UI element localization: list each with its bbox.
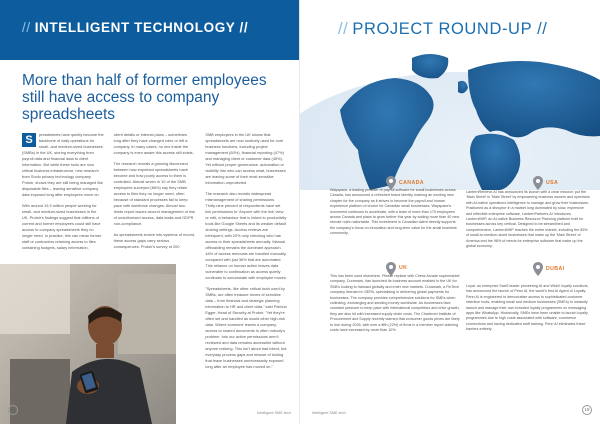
- person-with-phone-photo: [0, 264, 176, 424]
- region-text-uk: This has been used elsewhere. Please replace with Chess Arcade supermarket company, Curamark, has launched its business account enabled in the UK for SMEs looking to transact globally and enter new markets. Curamark, a FinTech company licensed in SEPA, specialising in delivering global payments for businesses. The company provides comprehensive solutions for SMEs when collecting, exchanging and sending money worldwide. As businesses face constant pressure to keep pace with international competitors and drive growth, they are also hit with increased supply chain costs. The Chartered Institute of Procurement and Supply recently warned that consumer goods prices are likely to rise during 2026, with over a fifth (22%) of firms in a member report claiming costs have increased by more than 10%.: [330, 274, 460, 333]
- page-number: 18: [8, 405, 18, 415]
- paragraph: preadsheets have quietly become the backbone of daily operations for small- and medium-sized businesses (SMBs) in the UK, storing everything from payroll data and financial data to client information. But while these tools are now critical business infrastructure, new research from Sonio privacy technology company Protoir, shows they are still being managed like disposable files – leaving sensitive company data exposed long after employees move on.: [22, 132, 104, 197]
- region-name-canada: CANADA: [399, 180, 424, 186]
- page-footer-left: [8, 405, 18, 415]
- paragraph: With around 15.9 million people working for small- and medium-sized businesses in the UK, Protoir's findings suggest that millions of current and former employees could still have access to company spreadsheets they no longer need. In practice, this can mean former staff or contractors retaining access to files containing budgets, salary information,: [22, 203, 102, 250]
- page-number: 19: [582, 405, 592, 415]
- paragraph: client details or internal plans – sometimes long after they have changed roles or left a company. In many cases, no one inside the company is even aware this access still exists.: [113, 132, 194, 155]
- folio-text: Intelligent SME.tech: [312, 411, 346, 415]
- section-banner: [0, 0, 300, 60]
- page-footer-left-brand: [257, 411, 291, 415]
- region-text-dubai: Loyal, an enterprise SaaS leader pioneering AI and WebX loyalty solutions, has announced the launch of Penn AI, the world's first AI Agent of Loyalty. Penn AI is engineered to democratise access to sophisticated customer retention tools, enabling small and medium businesses (SMEs) to instantly launch and manage their own branded loyalty programmes on messaging apps like WhatsApp. Historically, SMEs have been unable to launch loyalty programmes due to high costs associated with software, commerce connections and having dedicated staff training. Penn AI eliminates these barriers entirely.: [466, 284, 589, 332]
- right-page: [300, 0, 600, 424]
- page-footer-right-brand: [312, 411, 346, 415]
- paragraph: SMB employees in the UK shows that spreadsheets are now routinely used for core business functions, including project management (60%), financial reporting (47%) and managing client or customer data (45%). Yet without proper governance, automation or visibility into who can access what, businesses are leaving some of their most sensitive information unprotected.: [205, 132, 286, 185]
- map-pin-icon: [533, 262, 543, 276]
- map-pin-icon: [533, 176, 543, 190]
- paragraph: As spreadsheets evolve into systems of record, these access gaps carry serious consequences. Protoir's survey of 200: [113, 232, 196, 249]
- page-footer-right: [582, 405, 592, 415]
- section-title: [22, 20, 248, 35]
- region-name-usa: USA: [546, 180, 559, 186]
- paragraph: The research reveals a growing disconnect between how important spreadsheets have become and how poorly access to them is controlled. Almost seven in 10 of the SMB employees surveyed (66%) say they retain access to files they no longer need, often because of standard processes fail to keep pace with workforce changes. Almost two-thirds report issues around management of risk of unauthorised access, data leaks and GDPR non-compliance.: [113, 161, 195, 226]
- banner-slashes: //: [22, 20, 31, 35]
- region-text-canada: Wayspace, a leading provider of payroll software for small businesses across Canada, has announced a refreshed brand identity marking an exciting new chapter for the company as it strives to become the payroll and human experience platform of choice for Canadian small businesses. Wayspace's movement continues to accelerate, with a team of more than 170 employees across Canada and plans to grow further this year by adding more than 40 new remote roles nationwide. This investment in Canadian talent directly supports the company's focus on innovation and long-term value for the small business community.: [330, 188, 460, 236]
- round-up-title: [338, 20, 547, 39]
- region-name-uk: UK: [399, 265, 408, 271]
- region-name-dubai: DUBAI: [546, 266, 565, 272]
- paragraph: The research also reveals widespread mismanagement of sharing permissions. Thirty-nine percent of respondents have set link permissions to 'Anyone with the link' view or edit, a behaviour that is linked to productivity tools like Google Sheets and its weaker default sharing settings. Access reviews are infrequent, with 20% only checking who has access to their spreadsheets annually. Manual offboarding remains the dominant approach. 44% of access removals are handled manually, compared with just 36% that are automated. This reliance on human action leaves data vulnerable to continuation as access quietly continues to accumulate with employee moves.: [205, 191, 287, 280]
- globe-map-graphic: [300, 40, 600, 190]
- folio-text: Intelligent SME.tech: [257, 411, 291, 415]
- dropcap: S: [22, 133, 36, 147]
- article-column-3: [205, 132, 287, 369]
- banner-title-text: INTELLIGENT TECHNOLOGY //: [34, 20, 249, 35]
- paragraph: "Spreadsheets, like other critical tools used by SMBs, are often treasure troves of sensitive data – from financial and strategic planning information to HR and client data," said Patricio Egger, Head of Security at Protoir. "Yet they're often set and handled as would other high-risk data. Where someone leaves a company, access to shared documents is often nobody's problem. Into our active permissions aren't reviewed and data remains accessible without anyone noticing. This isn't about bad intent, but everyday process gaps and misuse of tooling that leave businesses unnecessarily exposed long after an employee has moved on.": [205, 286, 287, 369]
- title-slashes: //: [338, 20, 349, 38]
- region-text-usa: LanternRetrieve.AI has announced its launch with a clear mission: put the 'Main Street' in 'Main Street' by empowering business owners and operators with AI-native operations intelligence to manage and grow their businesses. Positioned as a disruptor in a market long dominated by slow, expensive and inflexible enterprise software, LanternPartners.AI introduces LanternMHP, an AI-native Business Resource Planning platform built for businesses across key vertical. Designed to be streamlined and comprehensive, LanternMHP reaches the entire market, including the 85% of small-to-medium-sized businesses that make up the 'Main Street' of America and the 98% of needs for enterprise software that make up the global economy.: [466, 190, 590, 249]
- round-up-title-text: PROJECT ROUND-UP //: [352, 20, 548, 38]
- article-headline: More than half of former employees still have access to company spreadsheets: [22, 72, 267, 123]
